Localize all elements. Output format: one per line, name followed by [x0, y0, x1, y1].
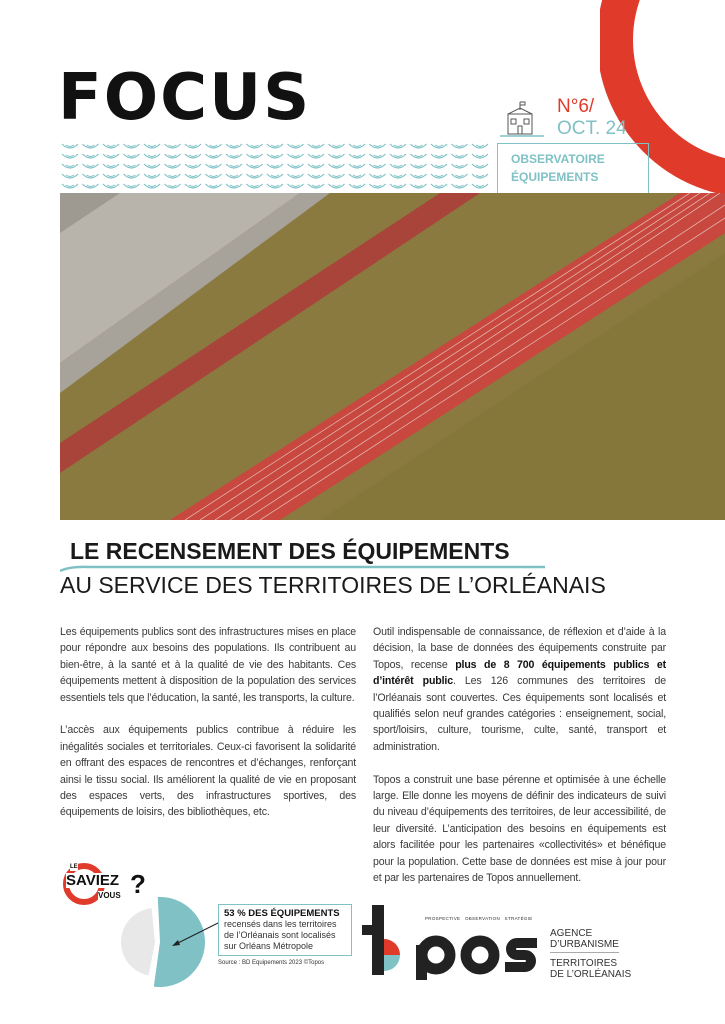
- text: Outil indispensable de connaissance, de réflexion et d’aide à la décision, la base de données des équipements construite par Topos, recense: [373, 626, 666, 671]
- title-line1: LE RECENSEMENT DES ÉQUIPEMENTS: [70, 538, 510, 564]
- school-building-icon: [500, 100, 545, 138]
- stat-callout: [218, 904, 352, 956]
- wave-pattern: [60, 142, 490, 192]
- source-note: Source : BD Equipements 2023 ©Topos: [218, 960, 325, 966]
- pie-slice-other: [121, 908, 155, 975]
- le-text: LE: [70, 864, 78, 870]
- territoires-text: [550, 958, 631, 980]
- terr-line1: TERRITOIRES: [550, 958, 618, 969]
- paragraph: Les équipements publics sont des infrastructures mises en place pour répondre aux besoins des populations. Ils contribuent au bien-être, à la santé et à la qualité de vie des habitants. Ces équipements mettent à disposition de la population des services essentiels tels que l’éducation, la santé, les transports, la culture.: [60, 626, 356, 704]
- vous-text: VOUS: [98, 891, 121, 900]
- agence-line2: D’URBANISME: [550, 939, 619, 950]
- arrow-pointer: [170, 920, 220, 950]
- paragraph: Topos a construit une base pérenne et optimisée à une échelle large. Elle donne les moyens de définir des indicateurs de suivi du niveau d’équipements des territoires, de leur accessibilité, de leur diversité. L’anticipation des besoins en équipements est alors facilitée pour les partenaires «collectivités» et bénéfique pour la population. Cette base de données est mise à jour pour et par les partenaires de Topos annuellement.: [373, 773, 666, 885]
- stat-block: [218, 904, 352, 967]
- focus-logo: FOCUS: [58, 61, 312, 135]
- agence-text: [550, 928, 619, 953]
- paragraph: [373, 624, 666, 755]
- topos-tagline: PROSPECTIVE OBSERVATION STRATÉGIE: [425, 916, 533, 921]
- body-column-2: [373, 624, 666, 903]
- section-line2: ÉQUIPEMENTS: [511, 170, 599, 184]
- title-line2: AU SERVICE DES TERRITOIRES DE L’ORLÉANAIS: [60, 572, 606, 598]
- bold-text: plus de 8 700 équipements publics et d’intérêt public: [373, 658, 666, 688]
- title-underline: [60, 564, 550, 572]
- hero-photo-athletics-track: [60, 193, 725, 520]
- body-column-1: [60, 624, 356, 837]
- section-line1: OBSERVATOIRE: [511, 152, 605, 166]
- issue-number: N°6/: [557, 96, 595, 117]
- issue-date: OCT. 24: [557, 118, 627, 139]
- terr-line2: DE L’ORLÉANAIS: [550, 969, 632, 980]
- stat-headline: 53 % DES ÉQUIPEMENTS: [224, 908, 340, 919]
- stat-text: recensés dans les territoires de l’Orléanais sont localisés sur Orléans Métropole: [224, 919, 337, 951]
- agence-line1: AGENCE: [550, 928, 593, 939]
- text: . Les 126 communes des territoires de l’Orléanais sont couvertes. Ces équipements sont localisés et qualifiés selon neuf grandes catégories : enseignement, social, sport/loisirs, culture, tourisme, culte, santé, transport et administration.: [373, 675, 666, 753]
- paragraph: L’accès aux équipements publics contribue à réduire les inégalités sociales et territoriales. Ceux-ci favorisent la solidarité en offrant des espaces de rencontres et d’échanges, renforçant ainsi le tissu social. Ils améliorent la qualité de vie en proposant des espaces verts, des infrastructures sportives, des équipements de loisirs, des bibliothèques, etc.: [60, 724, 356, 819]
- question-mark: ?: [130, 869, 146, 899]
- saviez-text: SAVIEZ: [66, 872, 120, 889]
- section-tag: [497, 143, 649, 193]
